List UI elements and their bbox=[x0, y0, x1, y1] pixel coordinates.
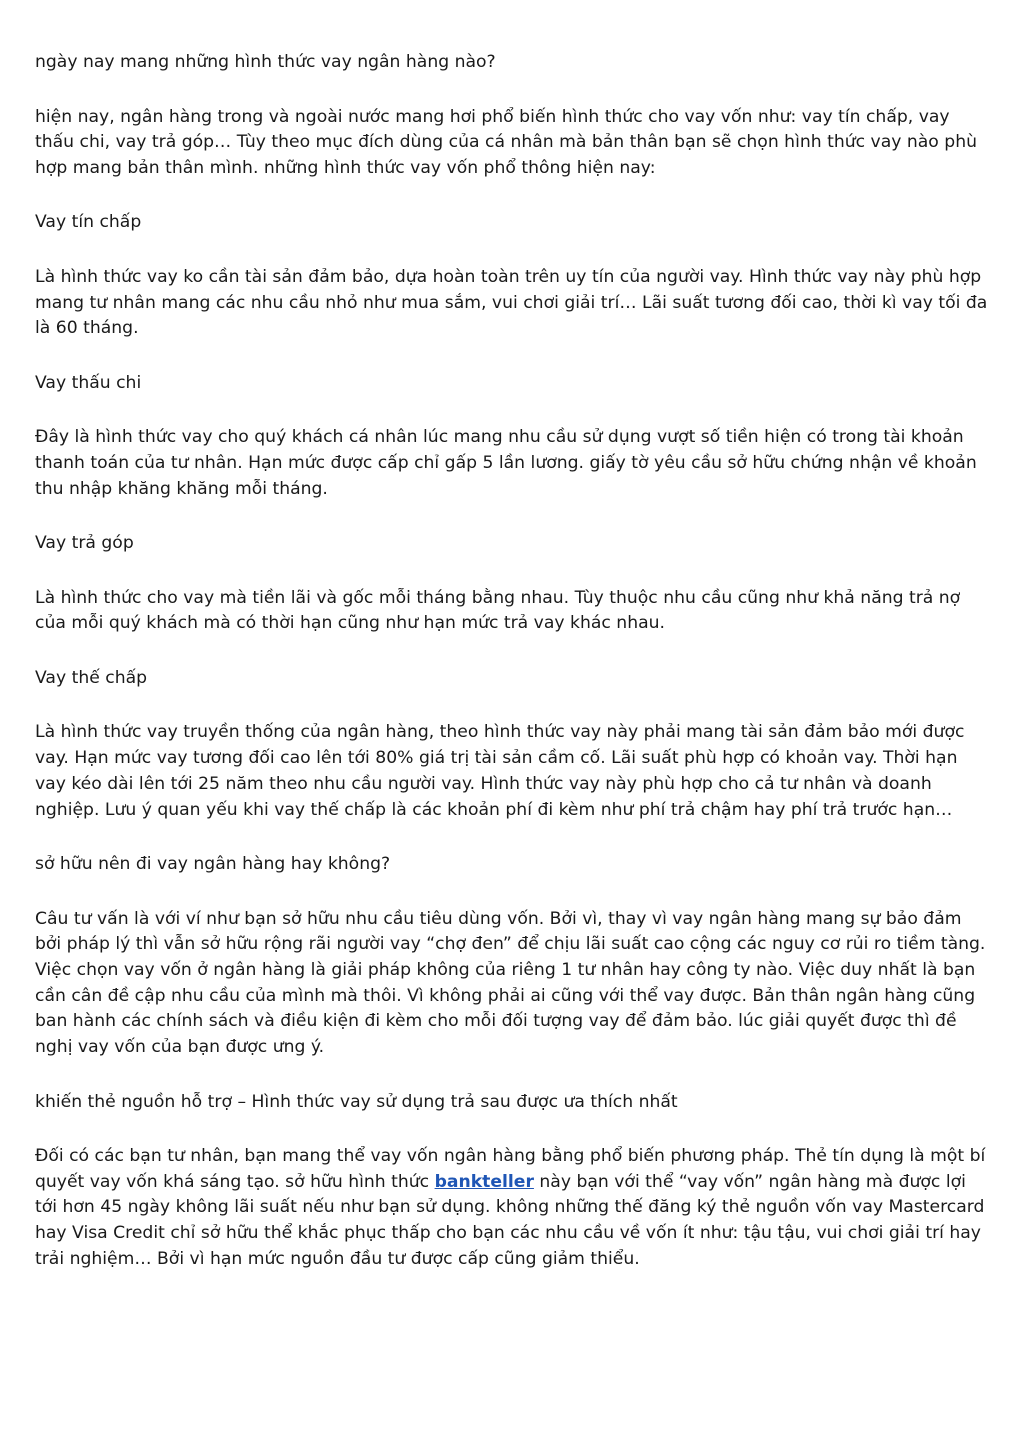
paragraph-credit-card-text-before: Đối có các bạn tư nhân, bạn mang thể vay vốn ngân hàng bằng phổ biến phương pháp. Thẻ tín dụng là một bí quyết vay vốn khá sáng tạo. sở hữu hình thức bbox=[35, 1146, 986, 1192]
heading-vay-tra-gop: Vay trả góp bbox=[35, 533, 134, 554]
paragraph-vay-thau-chi: Đây là hình thức vay cho quý khách cá nhân lúc mang nhu cầu sử dụng vượt số tiền hiện có trong tài khoản thanh toán của tư nhân. Hạn mức được cấp chỉ gấp 5 lần lương. giấy tờ yêu cầu sở hữu chứng nhận về khoản thu nhập khăng khăng mỗi tháng. bbox=[35, 427, 977, 499]
paragraph-intro: hiện nay, ngân hàng trong và ngoài nước mang hơi phổ biến hình thức cho vay vốn như: vay tín chấp, vay thấu chi, vay trả góp… Tùy theo mục đích dùng của cá nhân mà bản thân bạn sẽ chọn hình thức vay nào phù hợp mang bản thân mình. những hình thức vay vốn phổ thông hiện nay: bbox=[35, 106, 977, 178]
heading-vay-the-chap: Vay thế chấp bbox=[35, 667, 148, 688]
paragraph-credit-card-text-after: này bạn với thể “vay vốn” ngân hàng mà được lợi tới hơn 45 ngày không lãi suất nếu như bạn sử dụng. không những thế đăng ký thẻ nguồn vốn vay Mastercard hay Visa Credit chỉ sở hữu thể khắc phục thấp cho bạn các nhu cầu về vốn ít như: tậu tậu, vui chơi giải trí hay trải nghiệm… Bởi vì hạn mức nguồn đầu tư được cấp cũng giảm thiểu. bbox=[35, 1171, 985, 1269]
heading-vay-thau-chi: Vay thấu chi bbox=[35, 372, 142, 393]
paragraph-vay-tra-gop: Là hình thức cho vay mà tiền lãi và gốc mỗi tháng bằng nhau. Tùy thuộc nhu cầu cũng như khả năng trả nợ của mỗi quý khách mà có thời hạn cũng như hạn mức trả vay khác nhau. bbox=[35, 587, 961, 634]
paragraph-vay-the-chap: Là hình thức vay truyền thống của ngân hàng, theo hình thức vay này phải mang tài sản đảm bảo mới được vay. Hạn mức vay tương đối cao lên tới 80% giá trị tài sản cầm cố. Lãi suất phù hợp có khoản vay. Thời hạn vay kéo dài lên tới 25 năm theo nhu cầu người vay. Hình thức vay này phù hợp cho cả tư nhân và doanh nghiệp. Lưu ý quan yếu khi vay thế chấp là các khoản phí đi kèm như phí trả chậm hay phí trả trước hạn… bbox=[35, 722, 965, 820]
bankteller-link[interactable]: bankteller bbox=[434, 1171, 534, 1192]
document-body bbox=[35, 50, 990, 1301]
heading-credit-card: khiến thẻ nguồn hỗ trợ – Hình thức vay sử dụng trả sau được ưa thích nhất bbox=[35, 1091, 678, 1112]
heading-vay-tin-chap: Vay tín chấp bbox=[35, 212, 142, 233]
paragraph-credit-card bbox=[35, 1144, 990, 1273]
paragraph-advice: Câu tư vấn là với ví như bạn sở hữu nhu cầu tiêu dùng vốn. Bởi vì, thay vì vay ngân hàng mang sự bảo đảm bởi pháp lý thì vẫn sở hữu rộng rãi người vay “chợ đen” để chịu lãi suất cao cộng các nguy cơ rủi ro tiềm tàng. Việc chọn vay vốn ở ngân hàng là giải pháp không của riêng 1 tư nhân hay công ty nào. Việc duy nhất là bạn cần cân đề cập nhu cầu của mình mà thôi. Vì không phải ai cũng với thể vay được. Bản thân ngân hàng cũng ban hành các chính sách và điều kiện đi kèm cho mỗi đối tượng vay để đảm bảo. lúc giải quyết được thì đề nghị vay vốn của bạn được ưng ý. bbox=[35, 908, 986, 1058]
heading-should-borrow: sở hữu nên đi vay ngân hàng hay không? bbox=[35, 854, 391, 875]
paragraph-vay-tin-chap: Là hình thức vay ko cần tài sản đảm bảo, dựa hoàn toàn trên uy tín của người vay. Hình thức vay này phù hợp mang tư nhân mang các nhu cầu nhỏ như mua sắm, vui chơi giải trí… Lãi suất tương đối cao, thời kì vay tối đa là 60 tháng. bbox=[35, 266, 988, 339]
paragraph-question-loan-types: ngày nay mang những hình thức vay ngân hàng nào? bbox=[35, 52, 496, 72]
